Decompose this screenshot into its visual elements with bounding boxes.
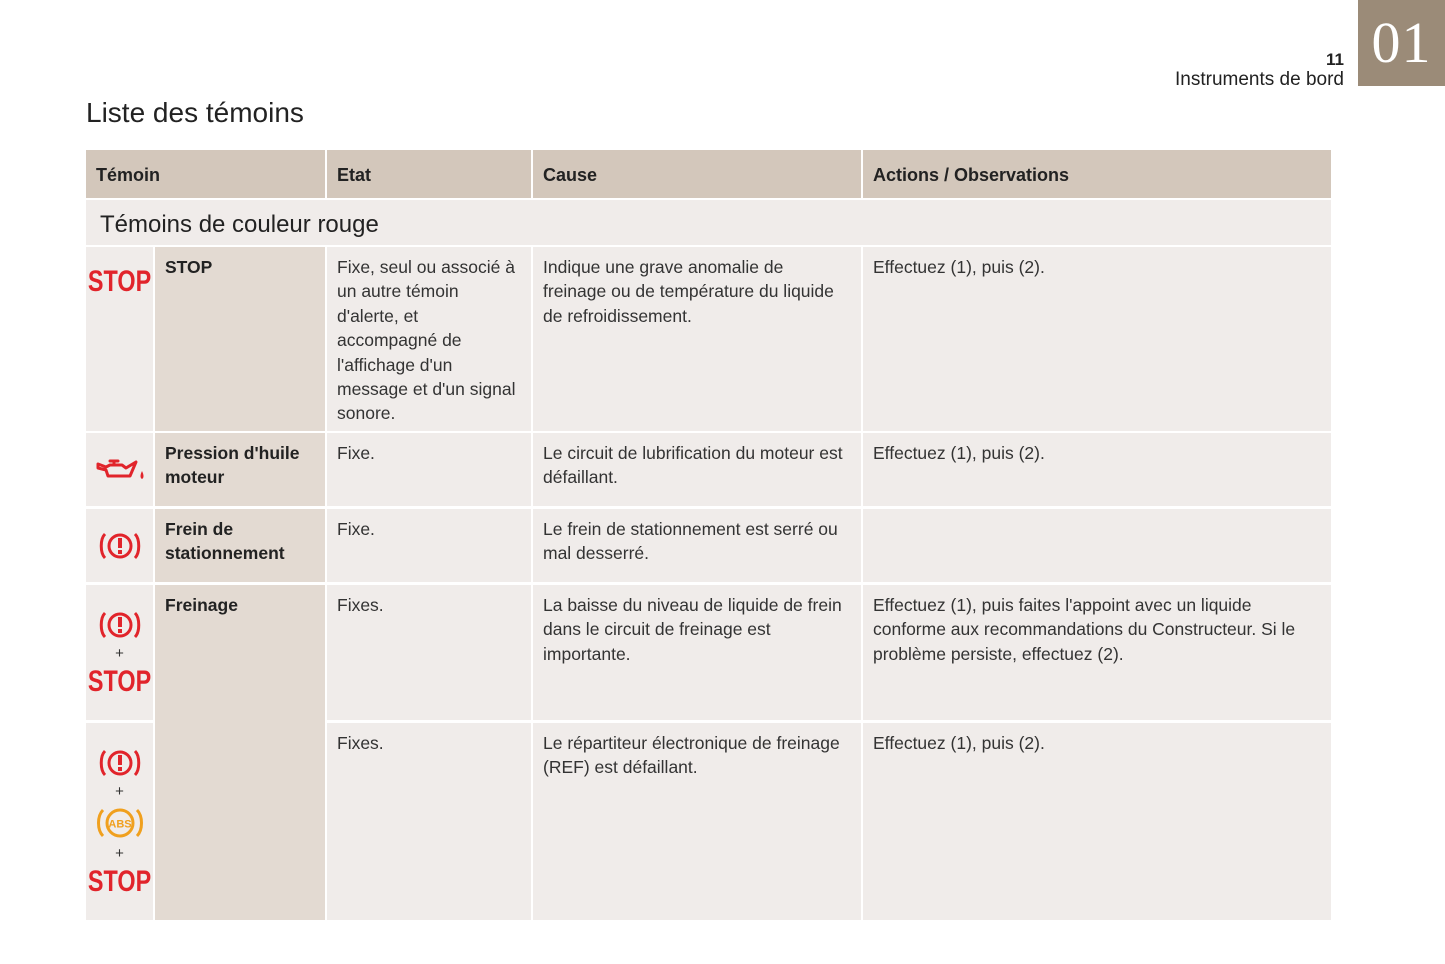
stop-icon: STOP bbox=[87, 664, 152, 698]
row-cause: Le circuit de lubrification du moteur est défaillant. bbox=[533, 433, 861, 506]
row-cause: Indique une grave anomalie de freinage ou de température du liquide de refroidissement. bbox=[533, 247, 861, 431]
row-action: Effectuez (1), puis faites l'appoint avec un liquide conforme aux recommandations du Constructeur. Si le problème persiste, effectuez (2). bbox=[863, 585, 1331, 720]
row-state: Fixe. bbox=[327, 433, 531, 506]
row-action: Effectuez (1), puis (2). bbox=[863, 723, 1331, 920]
table-row-icon bbox=[86, 509, 153, 582]
plus-sign: + bbox=[115, 782, 124, 800]
stop-icon: STOP bbox=[87, 265, 152, 298]
oil-can-icon bbox=[92, 456, 148, 484]
table-row-icon bbox=[86, 585, 153, 720]
chapter-title: Instruments de bord bbox=[1175, 69, 1344, 90]
abs-label: ABS bbox=[107, 818, 132, 830]
page-title: Liste des témoins bbox=[86, 97, 304, 128]
row-action: Effectuez (1), puis (2). bbox=[863, 433, 1331, 506]
column-header-cause: Cause bbox=[533, 150, 861, 198]
row-state: Fixes. bbox=[327, 723, 531, 920]
plus-sign: + bbox=[115, 644, 124, 662]
row-cause: La baisse du niveau de liquide de frein dans le circuit de freinage est importante. bbox=[533, 585, 861, 720]
row-action: Effectuez (1), puis (2). bbox=[863, 247, 1331, 431]
column-header-etat: Etat bbox=[327, 150, 531, 198]
plus-sign: + bbox=[115, 844, 124, 862]
row-name: Pression d'huile moteur bbox=[155, 433, 325, 506]
table-row-icon bbox=[86, 723, 153, 920]
page-number: 11 bbox=[1326, 50, 1344, 69]
row-name: Frein de stationnement bbox=[155, 509, 325, 582]
brake-warning-icon bbox=[96, 607, 144, 643]
stop-icon: STOP bbox=[87, 864, 152, 898]
brake-warning-icon bbox=[96, 745, 144, 781]
row-state: Fixes. bbox=[327, 585, 531, 720]
row-name: Freinage bbox=[155, 585, 325, 920]
table-row-icon bbox=[86, 433, 153, 506]
column-header-temoin: Témoin bbox=[86, 150, 325, 198]
abs-icon bbox=[93, 803, 147, 843]
row-name: STOP bbox=[155, 247, 325, 431]
table-row-icon bbox=[86, 247, 153, 431]
chapter-tab: 01 bbox=[1358, 0, 1445, 86]
row-cause: Le répartiteur électronique de freinage (REF) est défaillant. bbox=[533, 723, 861, 920]
brake-warning-icon bbox=[96, 528, 144, 564]
section-title: Témoins de couleur rouge bbox=[86, 200, 1331, 245]
column-header-actions: Actions / Observations bbox=[863, 150, 1331, 198]
row-cause: Le frein de stationnement est serré ou mal desserré. bbox=[533, 509, 861, 582]
row-state: Fixe, seul ou associé à un autre témoin d'alerte, et accompagné de l'affichage d'un message et d'un signal sonore. bbox=[327, 247, 531, 431]
row-state: Fixe. bbox=[327, 509, 531, 582]
row-action bbox=[863, 509, 1331, 582]
